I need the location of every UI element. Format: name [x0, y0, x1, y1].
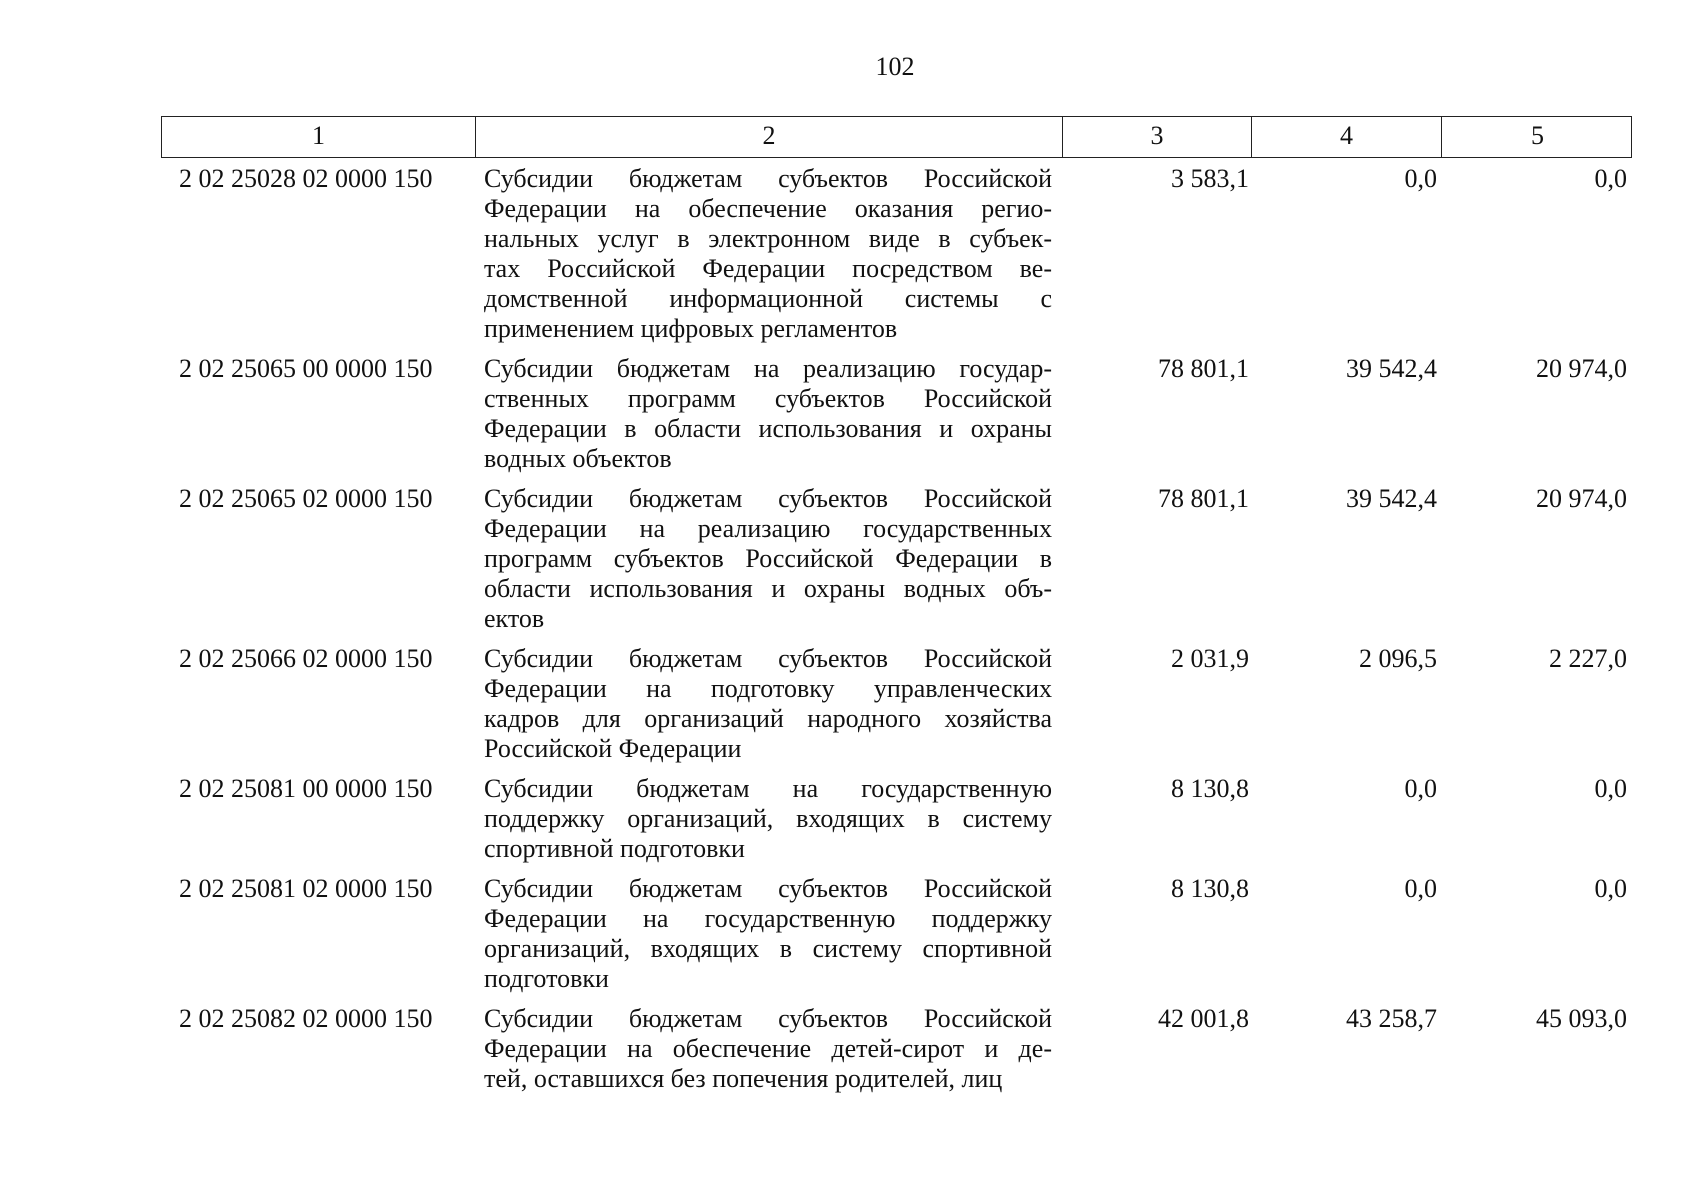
header-cell-1: 1: [312, 121, 325, 150]
description-line: Субсидии бюджетам на реализацию государ-: [484, 354, 1052, 383]
description-line: Федерации на подготовку управленческих: [484, 674, 1052, 703]
amount-column-5: 0,0: [1594, 874, 1627, 903]
description-line: спортивной подготовки: [484, 834, 745, 863]
amount-column-3: 78 801,1: [1158, 354, 1249, 383]
description-line: Субсидии бюджетам субъектов Российской: [484, 1004, 1052, 1033]
description-line: программ субъектов Российской Федерации в: [484, 544, 1052, 573]
description-line: Субсидии бюджетам субъектов Российской: [484, 644, 1052, 673]
amount-column-3: 78 801,1: [1158, 484, 1249, 513]
amount-column-5: 20 974,0: [1536, 354, 1627, 383]
header-cell-3: 3: [1062, 117, 1251, 157]
amount-column-5: 0,0: [1594, 774, 1627, 803]
amount-column-4: 39 542,4: [1346, 354, 1437, 383]
amount-column-3: 3 583,1: [1171, 164, 1249, 193]
description-line: области использования и охраны водных объ-: [484, 574, 1052, 603]
description-line: ектов: [484, 604, 545, 633]
table-header-row: [161, 116, 1632, 158]
amount-column-4: 43 258,7: [1346, 1004, 1437, 1033]
budget-code: 2 02 25066 02 0000 150: [179, 644, 433, 673]
amount-column-4: 2 096,5: [1359, 644, 1437, 673]
description-line: организаций, входящих в систему спортивной: [484, 934, 1052, 963]
description-line: поддержку организаций, входящих в систему: [484, 804, 1052, 833]
amount-column-4: 39 542,4: [1346, 484, 1437, 513]
description-line: подготовки: [484, 964, 609, 993]
budget-code: 2 02 25081 00 0000 150: [179, 774, 433, 803]
description-line: Федерации на государственную поддержку: [484, 904, 1052, 933]
budget-code: 2 02 25028 02 0000 150: [179, 164, 433, 193]
budget-code: 2 02 25082 02 0000 150: [179, 1004, 433, 1033]
header-cell-4: 4: [1251, 117, 1441, 157]
description-line: тей, оставшихся без попечения родителей, лиц: [484, 1064, 1003, 1093]
amount-column-4: 0,0: [1404, 164, 1437, 193]
amount-column-3: 42 001,8: [1158, 1004, 1249, 1033]
description-line: домственной информационной системы с: [484, 284, 1052, 313]
description-line: Федерации в области использования и охраны: [484, 414, 1052, 443]
description-line: Субсидии бюджетам субъектов Российской: [484, 484, 1052, 513]
amount-column-4: 0,0: [1404, 774, 1437, 803]
amount-column-3: 8 130,8: [1171, 774, 1249, 803]
description-line: применением цифровых регламентов: [484, 314, 898, 343]
header-cell-5: 5: [1441, 117, 1633, 157]
description-line: Российской Федерации: [484, 734, 742, 763]
header-cell-2: 2: [475, 117, 1062, 157]
amount-column-3: 8 130,8: [1171, 874, 1249, 903]
description-line: ственных программ субъектов Российской: [484, 384, 1052, 413]
description-line: Федерации на обеспечение оказания регио-: [484, 194, 1052, 223]
amount-column-5: 2 227,0: [1549, 644, 1627, 673]
amount-column-5: 20 974,0: [1536, 484, 1627, 513]
budget-code: 2 02 25081 02 0000 150: [179, 874, 433, 903]
amount-column-4: 0,0: [1404, 874, 1437, 903]
description-line: нальных услуг в электронном виде в субъек-: [484, 224, 1052, 253]
description-line: водных объектов: [484, 444, 672, 473]
budget-code: 2 02 25065 00 0000 150: [179, 354, 433, 383]
budget-code: 2 02 25065 02 0000 150: [179, 484, 433, 513]
amount-column-5: 0,0: [1594, 164, 1627, 193]
amount-column-3: 2 031,9: [1171, 644, 1249, 673]
description-line: Федерации на реализацию государственных: [484, 514, 1052, 543]
description-line: кадров для организаций народного хозяйства: [484, 704, 1052, 733]
page-number: 102: [875, 52, 915, 81]
description-line: Субсидии бюджетам на государственную: [484, 774, 1052, 803]
description-line: Субсидии бюджетам субъектов Российской: [484, 164, 1052, 193]
amount-column-5: 45 093,0: [1536, 1004, 1627, 1033]
description-line: Федерации на обеспечение детей-сирот и де-: [484, 1034, 1052, 1063]
description-line: тах Российской Федерации посредством ве-: [484, 254, 1052, 283]
description-line: Субсидии бюджетам субъектов Российской: [484, 874, 1052, 903]
